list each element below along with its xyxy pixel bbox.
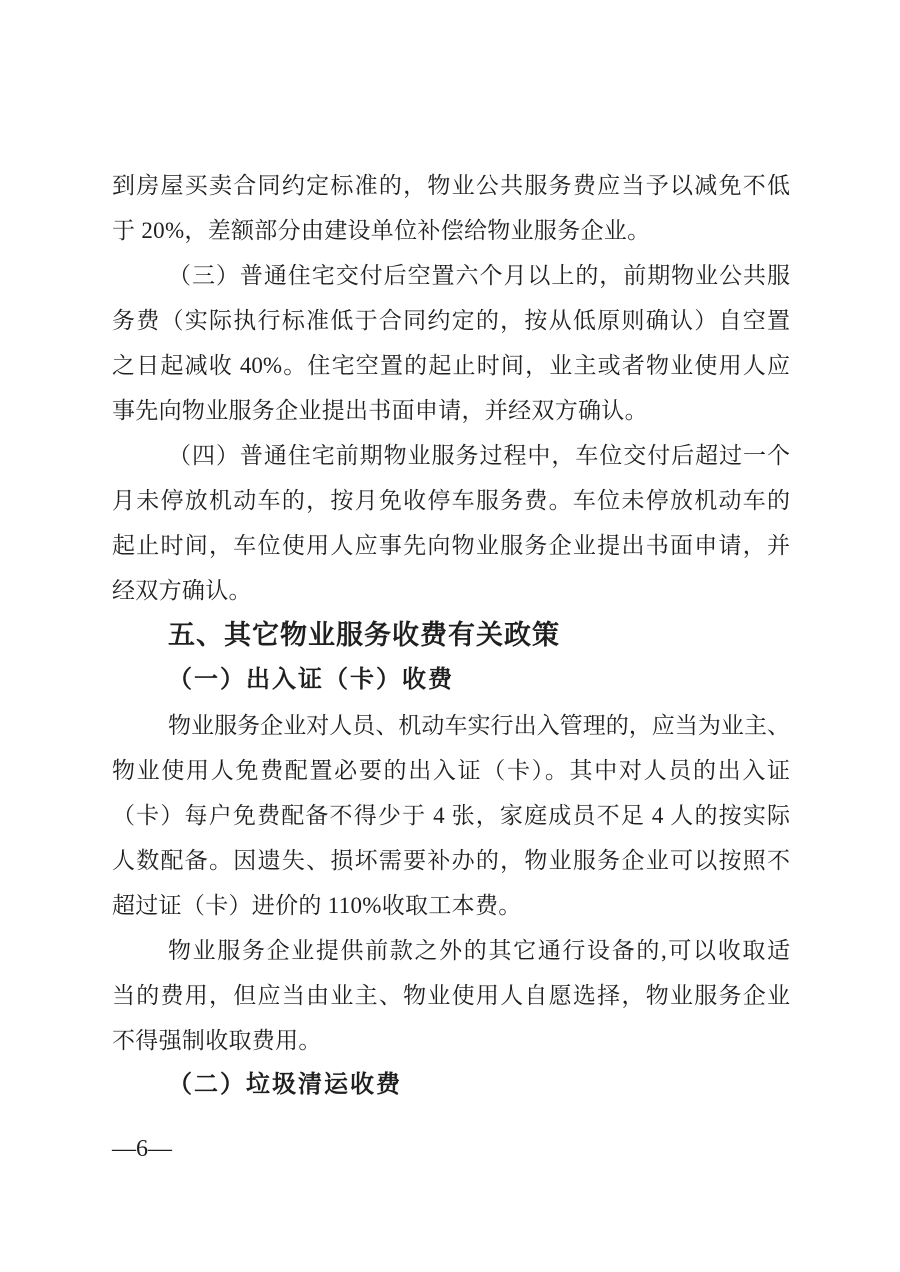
- text-line: 物业服务企业对人员、机动车实行出入管理的，应当为业主、: [168, 713, 790, 738]
- subsection-heading: （二）垃圾清运收费: [168, 1072, 402, 1098]
- text-line: 不得强制收取费用。: [112, 1028, 322, 1053]
- text-line: 物业使用人免费配置必要的出入证（卡）。其中对人员的出入证: [112, 758, 790, 783]
- text-line: 月未停放机动车的，按月免收停车服务费。车位未停放机动车的: [112, 488, 790, 513]
- document-body: [112, 163, 790, 1108]
- text-line: （四）普通住宅前期物业服务过程中，车位交付后超过一个: [168, 443, 790, 468]
- text-line: （卡）每户免费配备不得少于 4 张，家庭成员不足 4 人的按实际: [112, 803, 791, 828]
- text-line: 起止时间，车位使用人应事先向物业服务企业提出书面申请，并: [112, 533, 790, 558]
- subsection-heading: （一）出入证（卡）收费: [168, 667, 454, 693]
- text-line: 于 20%，差额部分由建设单位补偿给物业服务企业。: [112, 218, 651, 243]
- text-line: 事先向物业服务企业提出书面申请，并经双方确认。: [112, 398, 648, 423]
- text-line: 务费（实际执行标准低于合同约定的，按从低原则确认）自空置: [112, 308, 790, 333]
- text-line: （三）普通住宅交付后空置六个月以上的，前期物业公共服: [168, 263, 790, 288]
- text-line: 到房屋买卖合同约定标准的，物业公共服务费应当予以减免不低: [112, 173, 790, 198]
- text-line: 当的费用，但应当由业主、物业使用人自愿选择，物业服务企业: [112, 983, 790, 1008]
- page-number: —6—: [112, 1136, 172, 1162]
- text-line: 超过证（卡）进价的 110%收取工本费。: [112, 893, 522, 918]
- text-line: 经双方确认。: [112, 578, 252, 603]
- text-line: 物业服务企业提供前款之外的其它通行设备的,可以收取适: [168, 938, 790, 963]
- section-heading: 五、其它物业服务收费有关政策: [168, 620, 560, 650]
- text-line: 人数配备。因遗失、损坏需要补办的，物业服务企业可以按照不: [112, 848, 790, 873]
- text-line: 之日起减收 40%。住宅空置的起止时间，业主或者物业使用人应: [112, 353, 790, 378]
